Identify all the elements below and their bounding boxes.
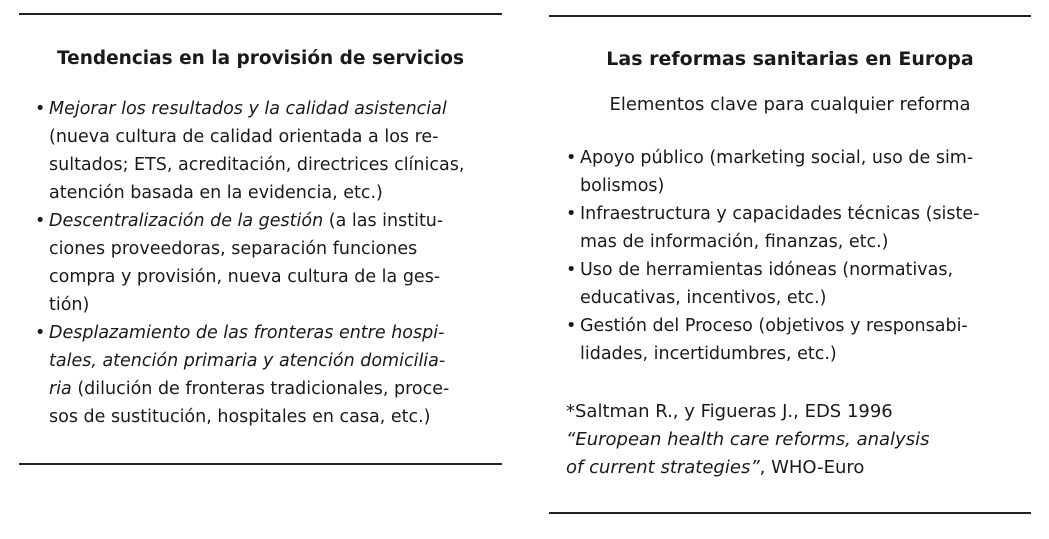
italic-text: Mejorar los resultados y la calidad asistencial [49, 99, 447, 119]
body-text: sultados; ETS, acreditación, directrices clínicas, [49, 155, 465, 175]
body-text: (a las institu- [323, 211, 444, 231]
body-text: ciones proveedoras, separación funciones [49, 239, 418, 259]
citation [566, 398, 1026, 482]
bullet-line [49, 123, 500, 151]
bullet-line [49, 319, 500, 347]
bullet-line [49, 263, 500, 291]
citation-line-1: *Saltman R., y Figueras J., EDS 1996 [566, 401, 893, 422]
italic-text: tales, atención primaria y atención domicilia- [49, 351, 446, 371]
citation-line-3 [566, 454, 1026, 482]
bullet-line [49, 207, 500, 235]
bullet-line [49, 151, 500, 179]
bullet-line [49, 375, 500, 403]
italic-text: ria [49, 379, 72, 399]
bullet-marker: • [566, 260, 577, 280]
body-text: tión) [49, 295, 90, 315]
right-bullet-list [566, 144, 1026, 368]
bullet-item [35, 319, 500, 431]
body-text: compra y provisión, nueva cultura de la ges- [49, 267, 441, 287]
bullet-line [49, 347, 500, 375]
bullet-marker: • [35, 211, 46, 231]
citation-line-3-rest: , WHO-Euro [759, 457, 865, 478]
italic-text: Desplazamiento de las fronteras entre hospi- [49, 323, 445, 343]
body-text: Uso de herramientas idóneas (normativas, [580, 260, 954, 280]
left-bottom-rule [19, 463, 502, 465]
left-box-title: Tendencias en la provisión de servicios [57, 48, 464, 69]
body-text: educativas, incentivos, etc.) [580, 288, 827, 308]
body-text: Infraestructura y capacidades técnicas (siste- [580, 204, 980, 224]
bullet-line [580, 200, 1026, 228]
bullet-line [580, 284, 1026, 312]
citation-line-3-italic: of current strategies” [566, 457, 760, 478]
bullet-item [566, 200, 1026, 256]
bullet-line [580, 228, 1026, 256]
bullet-line [49, 95, 500, 123]
bullet-item [566, 144, 1026, 200]
body-text: mas de información, finanzas, etc.) [580, 232, 889, 252]
right-top-rule [549, 15, 1031, 17]
italic-text: Descentralización de la gestión [49, 211, 324, 231]
body-text: (dilución de fronteras tradicionales, proce- [71, 379, 450, 399]
bullet-item [566, 256, 1026, 312]
left-top-rule [19, 13, 502, 15]
bullet-line [49, 403, 500, 431]
bullet-line [49, 291, 500, 319]
bullet-marker: • [566, 204, 577, 224]
citation-line-2: “European health care reforms, analysis [566, 429, 930, 450]
left-bullet-list [35, 95, 500, 431]
body-text: Gestión del Proceso (objetivos y responsabi- [580, 316, 968, 336]
bullet-marker: • [35, 323, 46, 343]
bullet-item [566, 312, 1026, 368]
body-text: atención basada en la evidencia, etc.) [49, 183, 383, 203]
bullet-line [580, 256, 1026, 284]
right-box-title: Las reformas sanitarias en Europa [606, 48, 974, 70]
body-text: (nueva cultura de calidad orientada a los re- [49, 127, 439, 147]
bullet-marker: • [35, 99, 46, 119]
body-text: sos de sustitución, hospitales en casa, etc.) [49, 407, 431, 427]
bullet-line [580, 340, 1026, 368]
body-text: Apoyo público (marketing social, uso de sim- [580, 148, 974, 168]
body-text: bolismos) [580, 176, 665, 196]
bullet-marker: • [566, 316, 577, 336]
bullet-line [580, 172, 1026, 200]
body-text: lidades, incertidumbres, etc.) [580, 344, 837, 364]
bullet-marker: • [566, 148, 577, 168]
bullet-line [49, 179, 500, 207]
bullet-item [35, 207, 500, 319]
bullet-item [35, 95, 500, 207]
right-box-subtitle: Elementos clave para cualquier reforma [609, 94, 971, 115]
bullet-line [580, 312, 1026, 340]
bullet-line [580, 144, 1026, 172]
bullet-line [49, 235, 500, 263]
right-bottom-rule [549, 512, 1031, 514]
